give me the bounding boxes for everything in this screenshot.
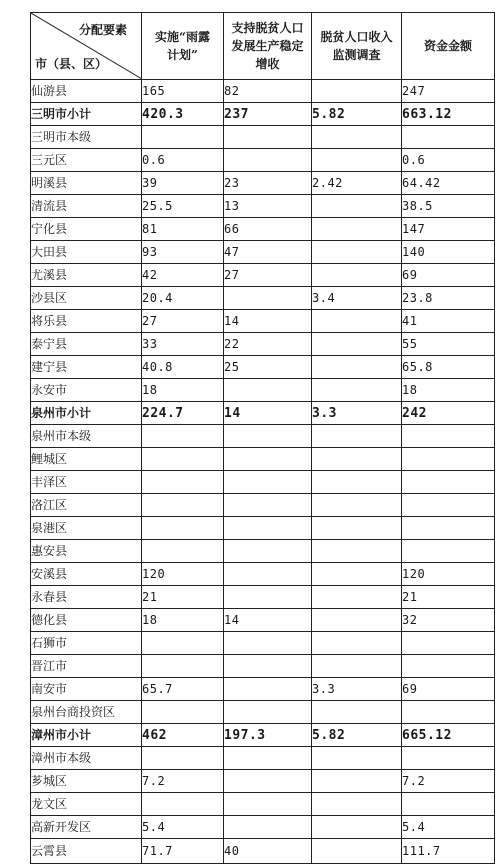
amount-value-cell: 38.5 [402,195,495,218]
amount-value-cell [402,540,495,563]
rain-dew-value-cell [142,448,224,471]
region-name-cell: 大田县 [31,241,142,264]
region-name-cell: 石狮市 [31,632,142,655]
production-value-cell [224,632,312,655]
table-row [31,264,495,287]
region-name-cell: 泉州市本级 [31,425,142,448]
table-row [31,471,495,494]
region-name-cell: 沙县区 [31,287,142,310]
corner-bottom-label: 市（县、区） [35,57,108,71]
production-value-cell [224,701,312,724]
monitoring-value-cell [312,471,402,494]
monitoring-value-cell [312,517,402,540]
header-line: 增收 [255,57,280,71]
table-row [31,494,495,517]
monitoring-value-cell [312,563,402,586]
rain-dew-value-cell: 65.7 [142,678,224,701]
production-value-cell: 13 [224,195,312,218]
region-name-cell: 惠安县 [31,540,142,563]
production-value-cell [224,379,312,402]
region-name-cell: 泉州市小计 [31,402,142,425]
production-value-cell: 14 [224,310,312,333]
monitoring-value-cell [312,333,402,356]
region-name-cell: 清流县 [31,195,142,218]
monitoring-value-cell [312,816,402,839]
table-row [31,816,495,839]
production-value-cell: 14 [224,609,312,632]
table-row [31,747,495,770]
header-line: 监测调查 [332,48,381,62]
production-value-cell [224,816,312,839]
region-name-cell: 建宁县 [31,356,142,379]
region-name-cell: 泰宁县 [31,333,142,356]
rain-dew-value-cell [142,655,224,678]
monitoring-value-cell [312,241,402,264]
monitoring-value-cell: 3.4 [312,287,402,310]
table-body [31,80,495,864]
table-row [31,287,495,310]
production-value-cell: 66 [224,218,312,241]
table-row [31,770,495,793]
rain-dew-value-cell [142,793,224,816]
region-name-cell: 仙游县 [31,80,142,103]
amount-value-cell: 5.4 [402,816,495,839]
monitoring-value-cell: 3.3 [312,402,402,425]
rain-dew-value-cell [142,747,224,770]
table-row [31,333,495,356]
table-row [31,793,495,816]
amount-value-cell: 41 [402,310,495,333]
monitoring-value-cell [312,747,402,770]
table-row [31,517,495,540]
amount-value-cell [402,701,495,724]
monitoring-value-cell [312,540,402,563]
region-name-cell: 安溪县 [31,563,142,586]
allocation-table-page [30,12,494,858]
rain-dew-value-cell: 0.6 [142,149,224,172]
production-value-cell [224,563,312,586]
monitoring-value-cell [312,770,402,793]
production-value-cell [224,494,312,517]
monitoring-value-cell [312,425,402,448]
region-name-cell: 宁化县 [31,218,142,241]
amount-value-cell: 55 [402,333,495,356]
region-name-cell: 永安市 [31,379,142,402]
monitoring-value-cell [312,701,402,724]
header-fund-amount [402,13,495,80]
production-value-cell: 14 [224,402,312,425]
rain-dew-value-cell [142,425,224,448]
rain-dew-value-cell: 7.2 [142,770,224,793]
region-name-cell: 高新开发区 [31,816,142,839]
monitoring-value-cell [312,149,402,172]
table-row [31,172,495,195]
region-name-cell: 将乐县 [31,310,142,333]
amount-value-cell: 147 [402,218,495,241]
production-value-cell [224,655,312,678]
amount-value-cell [402,655,495,678]
monitoring-value-cell [312,80,402,103]
table-row [31,678,495,701]
rain-dew-value-cell: 81 [142,218,224,241]
amount-value-cell: 18 [402,379,495,402]
amount-value-cell: 665.12 [402,724,495,747]
monitoring-value-cell [312,586,402,609]
rain-dew-value-cell [142,471,224,494]
production-value-cell [224,425,312,448]
region-name-cell: 明溪县 [31,172,142,195]
table-row [31,655,495,678]
amount-value-cell: 32 [402,609,495,632]
table-row [31,609,495,632]
header-rain-dew-plan [142,13,224,80]
table-row [31,218,495,241]
header-production-support [224,13,312,80]
rain-dew-value-cell: 165 [142,80,224,103]
subtotal-row [31,103,495,126]
rain-dew-value-cell: 420.3 [142,103,224,126]
amount-value-cell: 65.8 [402,356,495,379]
amount-value-cell: 247 [402,80,495,103]
region-name-cell: 丰泽区 [31,471,142,494]
amount-value-cell: 0.6 [402,149,495,172]
amount-value-cell: 23.8 [402,287,495,310]
rain-dew-value-cell: 462 [142,724,224,747]
monitoring-value-cell [312,655,402,678]
amount-value-cell: 242 [402,402,495,425]
rain-dew-value-cell: 93 [142,241,224,264]
monitoring-value-cell [312,609,402,632]
header-corner-cell [31,13,142,80]
rain-dew-value-cell: 20.4 [142,287,224,310]
monitoring-value-cell [312,448,402,471]
region-name-cell: 晋江市 [31,655,142,678]
amount-value-cell: 140 [402,241,495,264]
region-name-cell: 龙文区 [31,793,142,816]
table-row [31,195,495,218]
rain-dew-value-cell [142,540,224,563]
table-row [31,379,495,402]
region-name-cell: 泉港区 [31,517,142,540]
table-row [31,540,495,563]
monitoring-value-cell [312,494,402,517]
production-value-cell [224,287,312,310]
region-name-cell: 永春县 [31,586,142,609]
table-row [31,632,495,655]
amount-value-cell [402,126,495,149]
rain-dew-value-cell: 42 [142,264,224,287]
table-row [31,701,495,724]
table-row [31,80,495,103]
table-row [31,839,495,864]
region-name-cell: 三明市本级 [31,126,142,149]
header-line: 资金金额 [423,39,472,53]
amount-value-cell [402,793,495,816]
amount-value-cell [402,471,495,494]
monitoring-value-cell: 5.82 [312,103,402,126]
production-value-cell: 47 [224,241,312,264]
region-name-cell: 云霄县 [31,839,142,864]
monitoring-value-cell [312,356,402,379]
table-header-row [31,13,495,80]
table-row [31,126,495,149]
monitoring-value-cell: 5.82 [312,724,402,747]
monitoring-value-cell [312,126,402,149]
subtotal-row [31,724,495,747]
amount-value-cell [402,747,495,770]
rain-dew-value-cell: 71.7 [142,839,224,864]
production-value-cell [224,540,312,563]
rain-dew-value-cell: 40.8 [142,356,224,379]
table-row [31,425,495,448]
production-value-cell [224,678,312,701]
amount-value-cell: 7.2 [402,770,495,793]
monitoring-value-cell [312,632,402,655]
region-name-cell: 三元区 [31,149,142,172]
production-value-cell: 40 [224,839,312,864]
rain-dew-value-cell: 18 [142,379,224,402]
rain-dew-value-cell [142,701,224,724]
rain-dew-value-cell: 39 [142,172,224,195]
table-row [31,356,495,379]
rain-dew-value-cell: 224.7 [142,402,224,425]
amount-value-cell [402,425,495,448]
production-value-cell [224,770,312,793]
rain-dew-value-cell: 27 [142,310,224,333]
amount-value-cell [402,448,495,471]
table-row [31,149,495,172]
amount-value-cell: 64.42 [402,172,495,195]
region-name-cell: 三明市小计 [31,103,142,126]
header-line: 计划” [167,48,198,62]
monitoring-value-cell: 2.42 [312,172,402,195]
header-line: 实施“雨露 [155,30,210,44]
monitoring-value-cell [312,264,402,287]
monitoring-value-cell [312,218,402,241]
monitoring-value-cell [312,839,402,864]
production-value-cell: 25 [224,356,312,379]
amount-value-cell: 69 [402,678,495,701]
rain-dew-value-cell [142,517,224,540]
production-value-cell [224,747,312,770]
region-name-cell: 德化县 [31,609,142,632]
amount-value-cell [402,494,495,517]
amount-value-cell: 69 [402,264,495,287]
rain-dew-value-cell: 5.4 [142,816,224,839]
amount-value-cell [402,632,495,655]
rain-dew-value-cell: 33 [142,333,224,356]
amount-value-cell: 21 [402,586,495,609]
rain-dew-value-cell: 25.5 [142,195,224,218]
production-value-cell [224,793,312,816]
region-name-cell: 漳州市小计 [31,724,142,747]
table-row [31,310,495,333]
header-line: 支持脱贫人口 [231,21,304,35]
production-value-cell [224,517,312,540]
table-row [31,241,495,264]
production-value-cell: 23 [224,172,312,195]
amount-value-cell: 663.12 [402,103,495,126]
header-line: 发展生产稳定 [231,39,304,53]
production-value-cell [224,149,312,172]
header-line: 脱贫人口收入 [320,30,393,44]
region-name-cell: 尤溪县 [31,264,142,287]
production-value-cell [224,126,312,149]
monitoring-value-cell [312,379,402,402]
header-income-monitoring [312,13,402,80]
region-name-cell: 洛江区 [31,494,142,517]
rain-dew-value-cell [142,494,224,517]
table-row [31,586,495,609]
production-value-cell: 27 [224,264,312,287]
amount-value-cell [402,517,495,540]
rain-dew-value-cell: 18 [142,609,224,632]
table-row [31,563,495,586]
production-value-cell: 22 [224,333,312,356]
rain-dew-value-cell: 120 [142,563,224,586]
monitoring-value-cell: 3.3 [312,678,402,701]
monitoring-value-cell [312,310,402,333]
rain-dew-value-cell [142,632,224,655]
production-value-cell [224,586,312,609]
region-name-cell: 南安市 [31,678,142,701]
rain-dew-value-cell [142,126,224,149]
amount-value-cell: 120 [402,563,495,586]
region-name-cell: 泉州台商投资区 [31,701,142,724]
production-value-cell [224,448,312,471]
production-value-cell: 82 [224,80,312,103]
production-value-cell: 197.3 [224,724,312,747]
monitoring-value-cell [312,195,402,218]
table-row [31,448,495,471]
fund-allocation-table [30,12,495,864]
monitoring-value-cell [312,793,402,816]
rain-dew-value-cell: 21 [142,586,224,609]
region-name-cell: 芗城区 [31,770,142,793]
region-name-cell: 漳州市本级 [31,747,142,770]
production-value-cell: 237 [224,103,312,126]
region-name-cell: 鲤城区 [31,448,142,471]
production-value-cell [224,471,312,494]
corner-top-label: 分配要素 [78,23,127,37]
subtotal-row [31,402,495,425]
amount-value-cell: 111.7 [402,839,495,864]
